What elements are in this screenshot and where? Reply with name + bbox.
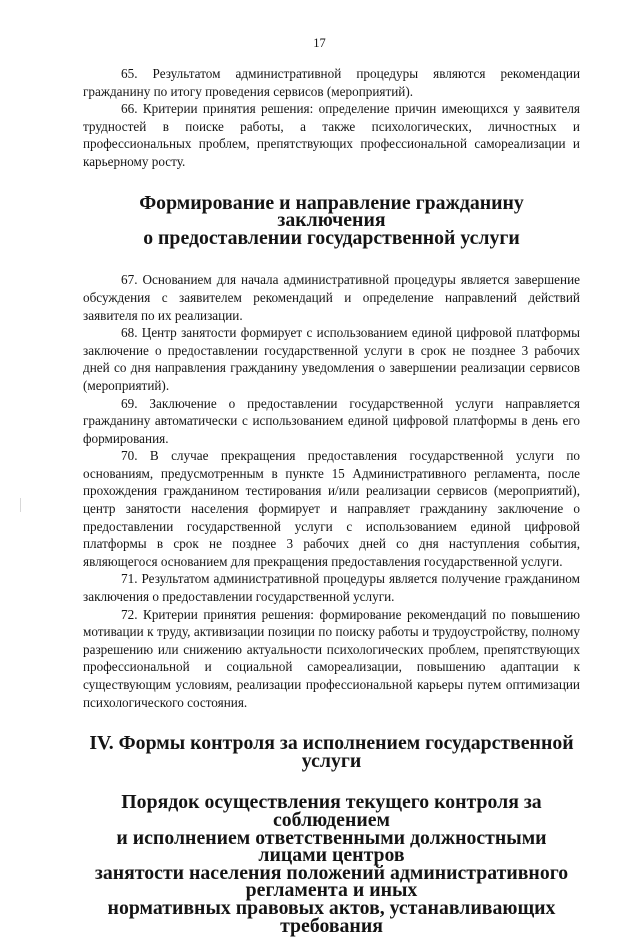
heading-line: нормативных правовых актов, устанавливающих требования (107, 896, 556, 937)
document-body (83, 65, 580, 935)
paragraph-72: 72. Критерии принятия решения: формирование рекомендаций по повышению мотивации к труду, активизации позиции по поиску работы и трудоустройству, полному разрешению или снижению актуальности психологических проблем, препятствующих профессиональной и социальной самореализации, повышению адаптации к существующим условиям, реализации профессиональной карьеры путем оптимизации психологического состояния. (83, 606, 580, 710)
margin-mark (20, 498, 21, 512)
section-heading-current-control (83, 791, 580, 937)
heading-line: занятости населения положений административного регламента и иных (94, 861, 569, 902)
heading-line: и исполнением ответственными должностными лицами центров (116, 826, 547, 867)
paragraph-71: 71. Результатом административной процедуры является получение гражданином заключения о предоставлении государственной услуги. (83, 571, 580, 605)
chapter-heading-control: IV. Формы контроля за исполнением государственной услуги (89, 732, 574, 772)
section-heading-conclusion (83, 191, 580, 249)
paragraph-70: 70. В случае прекращения предоставления государственной услуги по основаниям, предусмотренным в пункте 15 Административного регламента, после прохождения гражданином тестирования и/или реализации сервисов (мероприятий), центр занятости населения формирует и направляет гражданину заключение о предоставлении государственной услуги с использованием единой цифровой платформы в срок не позднее 3 рабочих дней со дня наступления события, являющегося основанием для прекращения предоставления государственной услуги. (83, 448, 580, 569)
heading-line: о предоставлении государственной услуги (143, 226, 520, 249)
paragraph-68: 68. Центр занятости формирует с использованием единой цифровой платформы заключение о предоставлении государственной услуги в срок не позднее 3 рабочих дней со дня направления гражданину уведомления о завершении реализации сервисов (мероприятий). (83, 325, 580, 393)
paragraph-69: 69. Заключение о предоставлении государственной услуги направляется гражданину автоматически с использованием единой цифровой платформы в день его формирования. (83, 395, 580, 446)
heading-line: Формирование и направление гражданину заключения (139, 191, 524, 232)
paragraph-66: 66. Критерии принятия решения: определение причин имеющихся у заявителя трудностей в поиске работы, а также психологических, личностных и профессиональных проблем, препятствующих профессиональной самореализации и карьерному росту. (83, 101, 580, 169)
paragraph-65: 65. Результатом административной процедуры являются рекомендации гражданину по итогу проведения сервисов (мероприятий). (83, 66, 580, 99)
paragraph-67: 67. Основанием для начала административной процедуры является завершение обсуждения с заявителем рекомендаций и определение направлений действий заявителя по их реализации. (83, 272, 580, 323)
page-number: 17 (313, 36, 326, 50)
heading-line: Порядок осуществления текущего контроля за соблюдением (121, 791, 542, 831)
